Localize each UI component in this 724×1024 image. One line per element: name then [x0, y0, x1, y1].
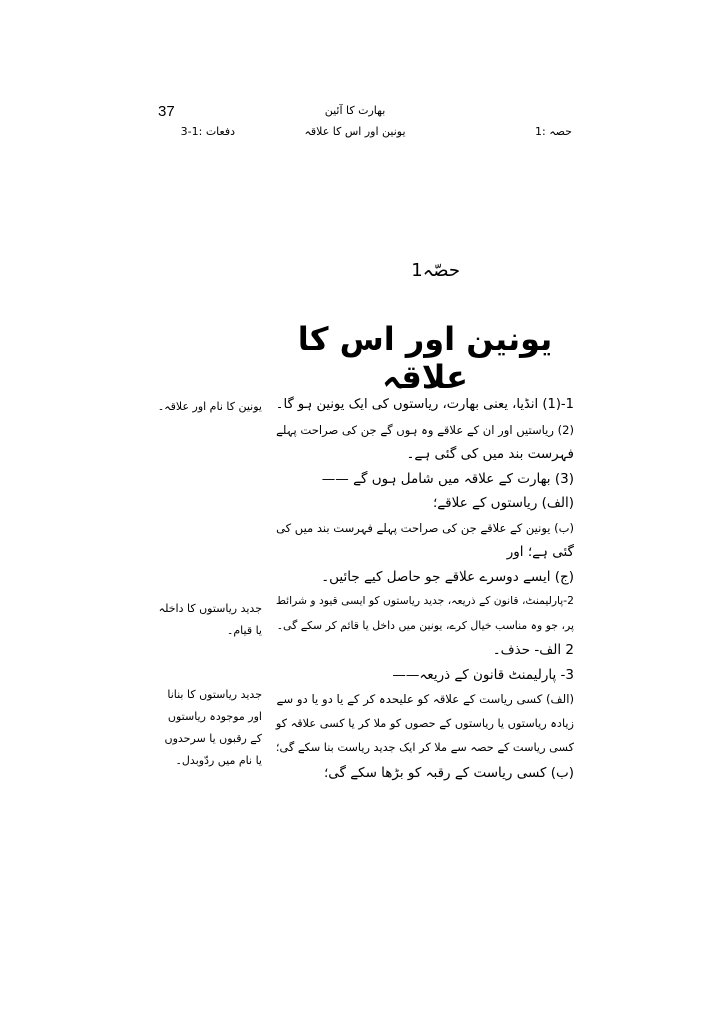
body-line: (ب) کسی ریاست کے رقبہ کو بڑھا سکے گی؛	[323, 764, 574, 781]
part-title: حصّہ1	[411, 260, 460, 281]
body-line: (ج) ایسے دوسرے علاقے جو حاصل کیے جائیں۔	[321, 568, 574, 585]
side-note-line: جدید ریاستوں کا بنانا	[167, 688, 262, 701]
side-note-line: جدید ریاستوں کا داخلہ	[158, 602, 262, 615]
body-line: (الف) کسی ریاست کے علاقہ کو علیحدہ کر کے یا دو یا دو سے	[276, 692, 574, 706]
body-line: (ب) یونین کے علاقے جن کی صراحت پہلے فہرست بند میں کی	[276, 520, 574, 535]
body-line: 1-(1) انڈیا، یعنی بھارت، ریاستوں کی ایک یونین ہو گا۔	[275, 397, 574, 412]
side-note-line: یا نام میں ردّوبدل۔	[175, 754, 262, 767]
side-note-article-1	[150, 396, 262, 418]
body-text	[276, 393, 574, 785]
part-reference: حصہ :1	[535, 125, 572, 138]
body-line: (الف) ریاستوں کے علاقے؛	[432, 495, 574, 511]
body-line: (3) بھارت کے علاقہ میں شامل ہوں گے ——	[321, 470, 574, 487]
chapter-reference: یونین اور اس کا علاقہ	[304, 125, 406, 138]
chapter-title: یونین اور اس کا علاقہ	[297, 320, 553, 396]
body-line: فہرست بند میں کی گئی ہے۔	[406, 446, 574, 462]
side-note-line: اور موجودہ ریاستوں	[167, 710, 262, 723]
body-line: (2) ریاستیں اور ان کے علاقے وہ ہوں گے جن کی صراحت پہلے	[276, 422, 574, 437]
body-line: زیادہ ریاستوں یا ریاستوں کے حصوں کو ملا کر یا کسی علاقہ کو	[275, 716, 574, 730]
side-note-line: کے رقبوں یا سرحدوں	[164, 732, 262, 745]
running-title: بھارت کا آئین	[324, 104, 386, 117]
side-note-article-3	[150, 684, 262, 772]
page-number: 37	[158, 103, 175, 120]
body-line: 2-پارلیمنٹ، قانون کے ذریعہ، جدید ریاستوں کو ایسی قیود و شرائط	[275, 594, 574, 607]
body-line: گئی ہے؛ اور	[506, 544, 574, 560]
body-line: پر، جو وہ مناسب خیال کرے، یونین میں داخل یا قائم کر سکے گی۔	[276, 618, 574, 632]
side-note-line: یونین کا نام اور علاقہ۔	[157, 400, 262, 413]
body-line: 2 الف- حذف۔	[492, 642, 574, 658]
body-line: کسی ریاست کے حصہ سے ملا کر ایک جدید ریاست بنا سکے گی؛	[275, 741, 574, 754]
side-note-line: یا قیام۔	[226, 624, 262, 637]
body-line: 3- پارلیمنٹ قانون کے ذریعہ——	[392, 666, 574, 683]
articles-reference: دفعات :1-3	[180, 125, 235, 138]
side-note-article-2	[150, 598, 262, 642]
